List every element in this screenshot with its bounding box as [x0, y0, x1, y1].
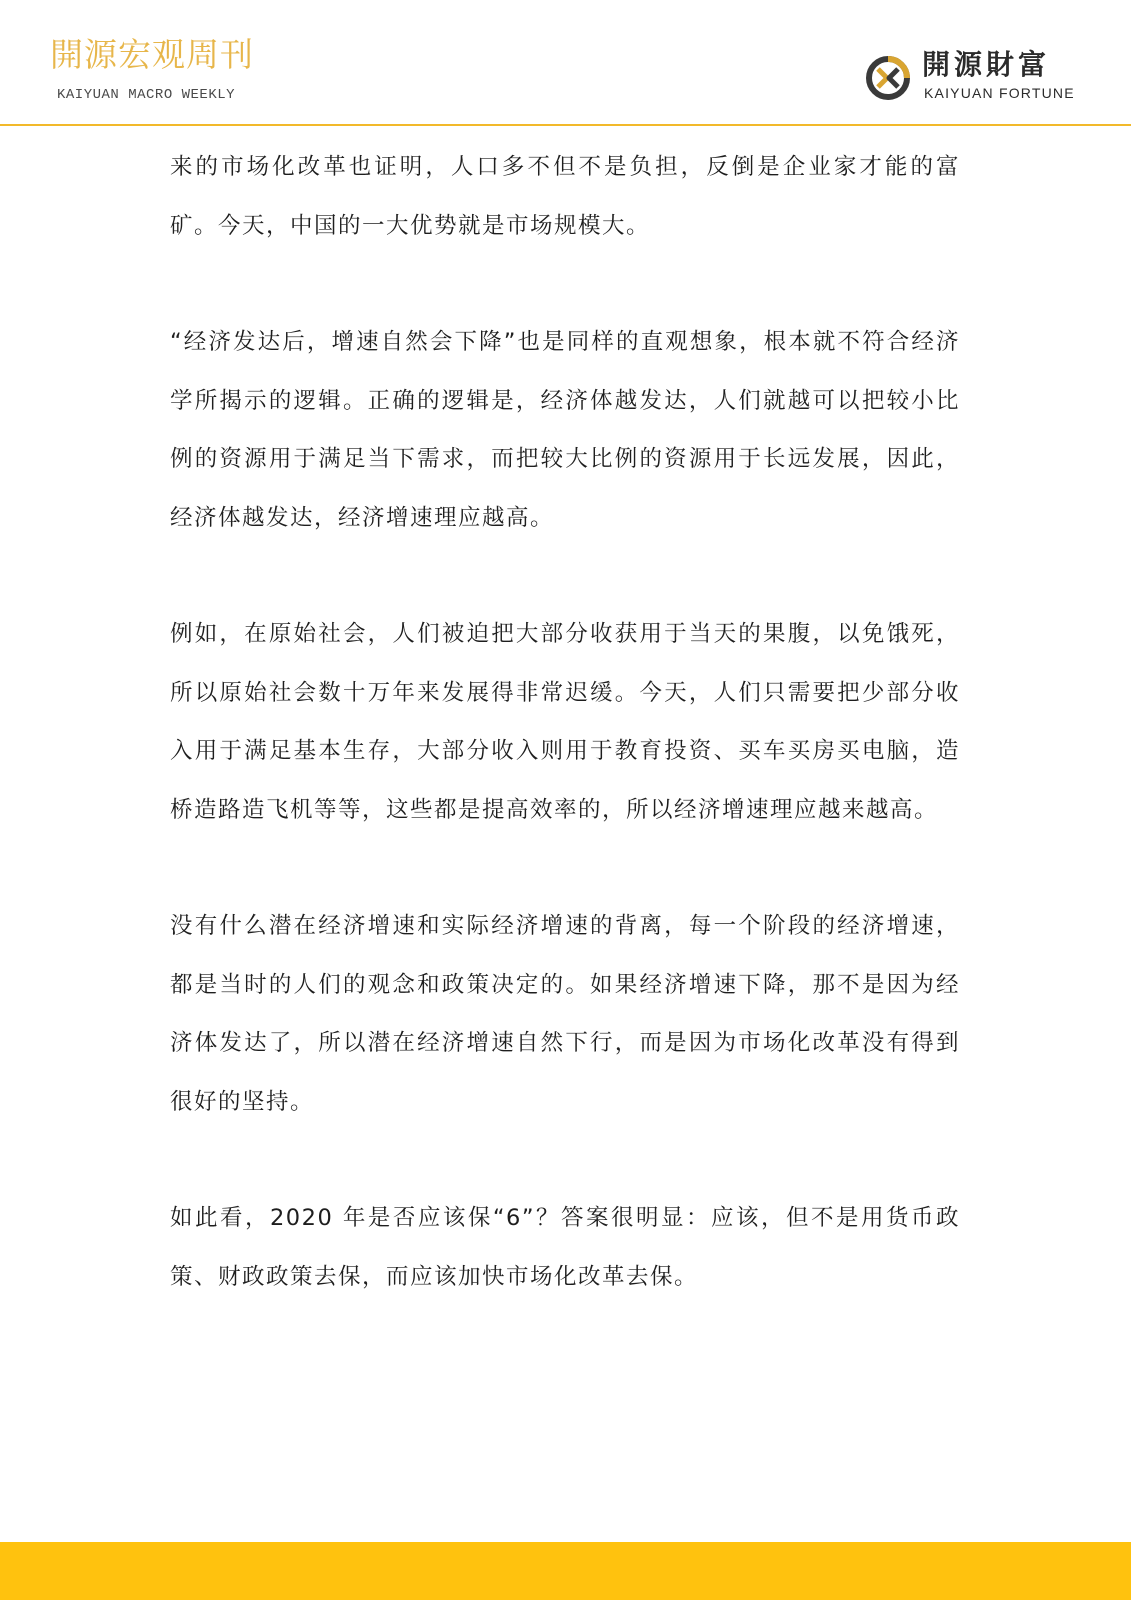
article-body — [170, 138, 960, 1364]
paragraph: “经济发达后，增速自然会下降”也是同样的直观想象，根本就不符合经济学所揭示的逻辑。正确的逻辑是，经济体越发达，人们就越可以把较小比例的资源用于满足当下需求，而把较大比例的资源用于长远发展，因此，经济体越发达，经济增速理应越高。 — [170, 329, 960, 531]
publication-title: 開源宏观周刊 — [50, 35, 254, 74]
brand-block — [864, 50, 1084, 106]
header-divider — [0, 124, 1131, 126]
paragraph: 没有什么潜在经济增速和实际经济增速的背离，每一个阶段的经济增速，都是当时的人们的观念和政策决定的。如果经济增速下降，那不是因为经济体发达了，所以潜在经济增速自然下行，而是因为市场化改革没有得到很好的坚持。 — [170, 913, 960, 1115]
paragraph: 例如，在原始社会，人们被迫把大部分收获用于当天的果腹，以免饿死，所以原始社会数十万年来发展得非常迟缓。今天，人们只需要把少部分收入用于满足基本生存，大部分收入则用于教育投资、买车买房买电脑，造桥造路造飞机等等，这些都是提高效率的，所以经济增速理应越来越高。 — [170, 621, 960, 823]
brand-name-english: KAIYUAN FORTUNE — [924, 85, 1075, 101]
paragraph: 来的市场化改革也证明，人口多不但不是负担，反倒是企业家才能的富矿。今天，中国的一大优势就是市场规模大。 — [170, 154, 960, 239]
brand-name: 開源財富 — [922, 48, 1051, 81]
paragraph: 如此看，2020 年是否应该保“6”？答案很明显：应该，但不是用货币政策、财政政策去保，而应该加快市场化改革去保。 — [170, 1205, 960, 1290]
footer-band — [0, 1542, 1131, 1600]
kaiyuan-logo-icon — [864, 54, 912, 102]
publication-subtitle: KAIYUAN MACRO WEEKLY — [57, 87, 236, 103]
page-header — [0, 0, 1131, 126]
